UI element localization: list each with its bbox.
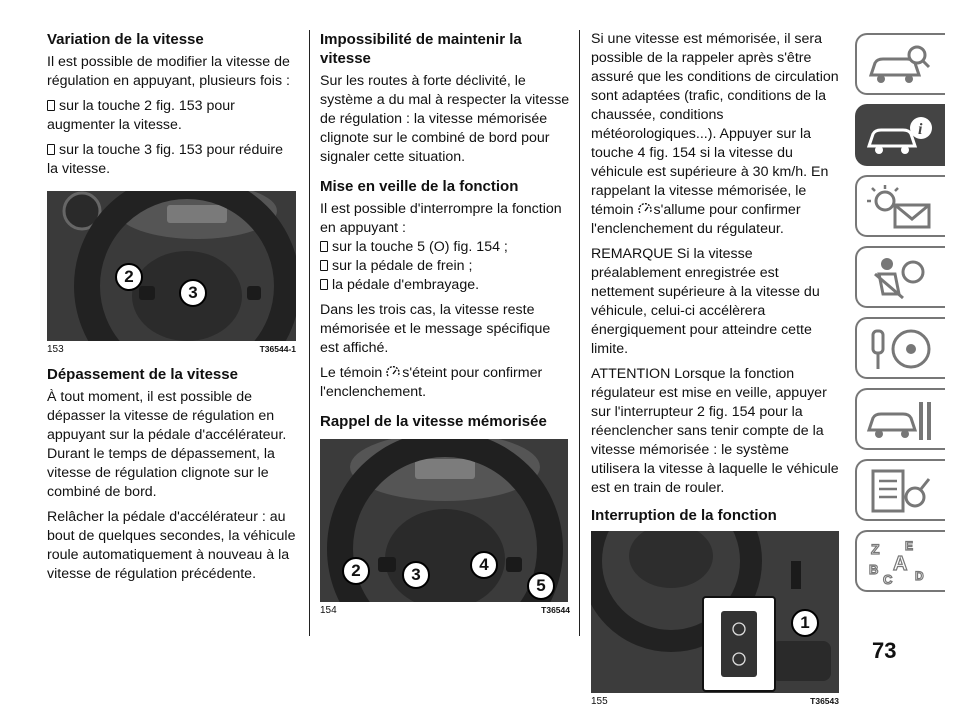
- figure-ref: T36543: [810, 696, 839, 706]
- svg-text:A: A: [893, 553, 908, 575]
- figure-ref: T36544: [541, 605, 570, 615]
- heading-impossibilite: Impossibilité de maintenir la vitesse: [320, 31, 522, 67]
- svg-text:i: i: [918, 121, 923, 138]
- svg-text:Z: Z: [871, 541, 880, 557]
- bullet-item: sur la touche 2 fig. 153 pour: [47, 97, 296, 116]
- paragraph-variation: Il est possible de modifier la vitesse de régulation en appuyant, plusieurs fois :: [47, 54, 290, 89]
- key-steering-icon: [865, 325, 935, 373]
- callout-2: 2: [342, 557, 370, 585]
- figure-ref: T36544-1: [259, 344, 296, 354]
- bullet-item: sur la pédale de frein ;: [320, 257, 570, 276]
- paragraph-impossibilite: Sur les routes à forte déclivité, le système a du mal à respecter la vitesse de régulation : la vitesse mémorisée clignote sur le combiné de bord pour signaler cette situation.: [320, 73, 570, 165]
- paragraph-rappel: Si une vitesse est mémorisée, il sera possible de la rappeler après s'être assuré que les conditions de circulation sont adaptées (trafic, conditions de la chaussée, conditions météorologiques...). Appuyer sur la touche 4 fig. 154 si la vitesse du véhicule est supérieure à 30 km/h. En rappelant la vitesse mémorisée, le témoin s'allume pour confirmer l'enclenchement du régulateur.: [591, 31, 839, 237]
- tab-warning-lights[interactable]: [855, 175, 945, 237]
- figure-153: [47, 191, 296, 341]
- bullet-continuation: la vitesse.: [47, 161, 111, 177]
- car-search-icon: [865, 41, 935, 89]
- page-number: 73: [872, 638, 897, 663]
- callout-4: 4: [470, 551, 498, 579]
- paragraph-veille: Il est possible d'interrompre la fonction en appuyant :: [320, 201, 562, 236]
- tab-starting-driving[interactable]: [855, 317, 945, 379]
- callout-2: 2: [115, 263, 143, 291]
- checklist-tools-icon: [865, 467, 935, 515]
- tab-safety[interactable]: [855, 246, 945, 308]
- paragraph-cas: Dans les trois cas, la vitesse reste mémorisée et le message spécifique est affiché.: [320, 302, 551, 356]
- tab-car-info[interactable]: [855, 104, 945, 166]
- svg-text:B: B: [869, 562, 879, 577]
- bullet-item: sur la touche 5 (O) fig. 154 ;: [320, 238, 570, 257]
- heading-variation: Variation de la vitesse: [47, 31, 204, 48]
- bullet-continuation: augmenter la vitesse.: [47, 117, 182, 133]
- paragraph-depassement-1: À tout moment, il est possible de dépasser la vitesse de régulation en appuyant sur la pédale d'accélérateur. Durant le temps de dépassement, la vitesse de régulation clignote sur le combiné de bord.: [47, 389, 287, 500]
- column-1: [47, 30, 296, 590]
- column-divider: [309, 30, 310, 636]
- figure-caption: [320, 602, 570, 616]
- figure-155: [591, 531, 839, 693]
- tab-emergency[interactable]: [855, 388, 945, 450]
- callout-1: 1: [791, 609, 819, 637]
- figure-154: [320, 439, 568, 602]
- figure-caption: [591, 693, 839, 707]
- paragraph-temoin: Le témoin s'éteint pour confirmer l'enclenchement.: [320, 365, 543, 400]
- callout-5: 5: [527, 572, 555, 600]
- tab-maintenance[interactable]: [855, 459, 945, 521]
- heading-veille: Mise en veille de la fonction: [320, 178, 519, 195]
- svg-text:C: C: [883, 572, 893, 586]
- figure-number: 155: [591, 696, 608, 707]
- car-info-icon: [865, 112, 935, 160]
- bullet-icon: [47, 100, 55, 111]
- column-3: [591, 30, 839, 717]
- bullet-item: sur la touche 3 fig. 153 pour réduire: [47, 141, 296, 160]
- tab-car-search[interactable]: [855, 33, 945, 95]
- bullet-icon: [320, 260, 328, 271]
- figure-caption: [47, 341, 296, 355]
- seat-airbag-icon: [865, 254, 935, 302]
- callout-3: 3: [179, 279, 207, 307]
- car-tools-icon: [865, 396, 935, 444]
- svg-text:E: E: [905, 539, 914, 553]
- tab-index[interactable]: [855, 530, 945, 592]
- figure-number: 154: [320, 605, 337, 616]
- svg-text:D: D: [915, 569, 924, 583]
- heading-depassement: Dépassement de la vitesse: [47, 366, 238, 383]
- column-divider: [579, 30, 580, 636]
- cruise-control-icon: [386, 366, 400, 378]
- figure-number: 153: [47, 344, 64, 355]
- paragraph-attention: ATTENTION Lorsque la fonction régulateur est mise en veille, appuyer sur l'interrupteur 2 fig. 154 pour la réenclencher sans tenir compte de la vitesse mémorisée : le système utilisera la vitesse à laquelle le véhicule est en train de rouler.: [591, 366, 839, 496]
- paragraph-remarque: REMARQUE Si la vitesse préalablement enregistrée est nettement supérieure à la vitesse du véhicule, celui-ci accélèrera énergiquement pour atteindre cette limite.: [591, 246, 820, 357]
- bullet-icon: [320, 279, 328, 290]
- warning-light-icon: [865, 183, 935, 231]
- heading-rappel: Rappel de la vitesse mémorisée: [320, 413, 547, 430]
- chapter-tabs: [855, 33, 945, 601]
- bullet-icon: [320, 241, 328, 252]
- steering-wheel-image: [47, 191, 296, 341]
- bullet-icon: [47, 144, 55, 155]
- paragraph-depassement-2: Relâcher la pédale d'accélérateur : au bout de quelques secondes, la véhicule roule automatiquement à nouveau à la vitesse de régulation précédente.: [47, 509, 296, 582]
- column-2: [320, 30, 570, 626]
- cruise-control-icon: [638, 203, 652, 215]
- bullet-item: la pédale d'embrayage.: [320, 276, 570, 295]
- heading-interruption: Interruption de la fonction: [591, 507, 777, 524]
- callout-3: 3: [402, 561, 430, 589]
- alphabet-index-icon: [865, 538, 935, 586]
